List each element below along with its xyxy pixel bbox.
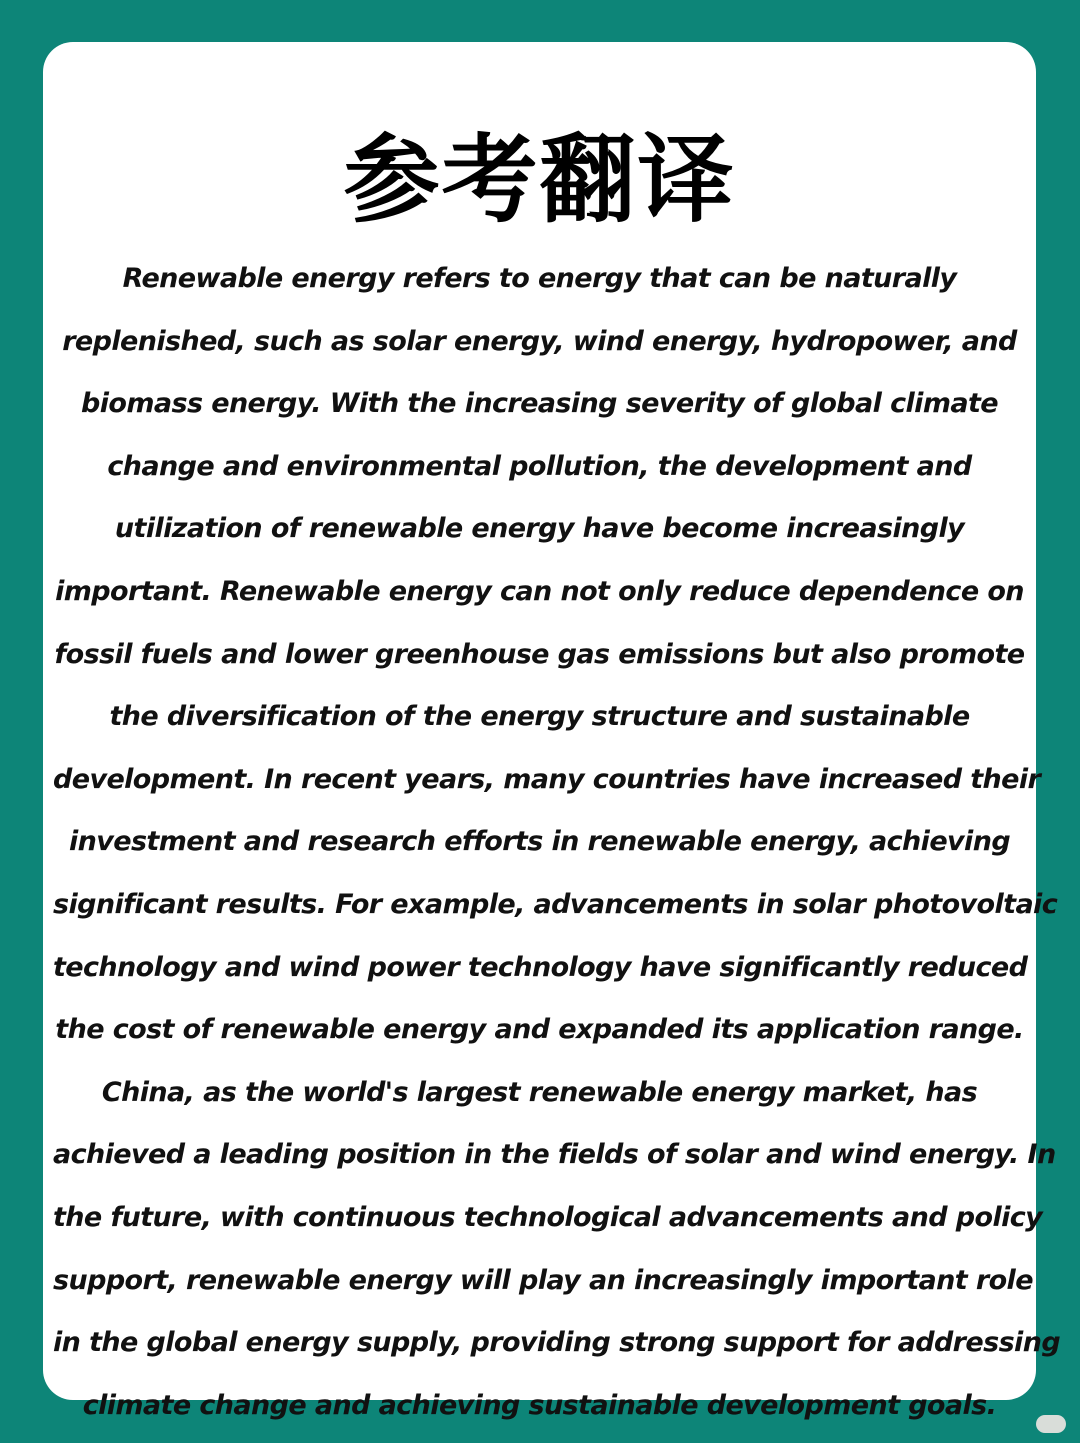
body-line: utilization of renewable energy have become increasingly xyxy=(114,513,965,545)
body-line: biomass energy. With the increasing severity of global climate xyxy=(81,388,998,420)
body-line: significant results. For example, advancements in solar photovoltaic xyxy=(53,888,1058,920)
body-line: support, renewable energy will play an increasingly important role xyxy=(53,1264,1033,1296)
body-line: in the global energy supply, providing strong support for addressing xyxy=(53,1327,1061,1359)
watermark-badge-icon xyxy=(1036,1415,1066,1433)
body-line: replenished, such as solar energy, wind energy, hydropower, and xyxy=(62,325,1017,357)
body-line: the cost of renewable energy and expanded its application range. xyxy=(55,1014,1024,1046)
body-line: achieved a leading position in the fields of solar and wind energy. In xyxy=(53,1139,1056,1171)
body-line: development. In recent years, many countries have increased their xyxy=(53,763,1041,795)
body-line: climate change and achieving sustainable development goals. xyxy=(82,1389,997,1421)
body-line: investment and research efforts in renewable energy, achieving xyxy=(68,826,1011,858)
translation-card xyxy=(43,42,1061,1421)
body-line: technology and wind power technology have significantly reduced xyxy=(53,951,1028,983)
body-line: change and environmental pollution, the development and xyxy=(107,450,972,482)
body-line: China, as the world's largest renewable energy market, has xyxy=(101,1076,978,1108)
body-line: the future, with continuous technological advancements and policy xyxy=(53,1201,1043,1233)
body-line: important. Renewable energy can not only reduce dependence on xyxy=(55,575,1024,607)
body-line: the diversification of the energy structure and sustainable xyxy=(109,701,970,733)
body-line: fossil fuels and lower greenhouse gas emissions but also promote xyxy=(54,638,1025,670)
body-line: Renewable energy refers to energy that can be naturally xyxy=(122,263,957,294)
page-title: 参考翻译 xyxy=(343,124,736,236)
translation-body xyxy=(53,248,1061,1437)
